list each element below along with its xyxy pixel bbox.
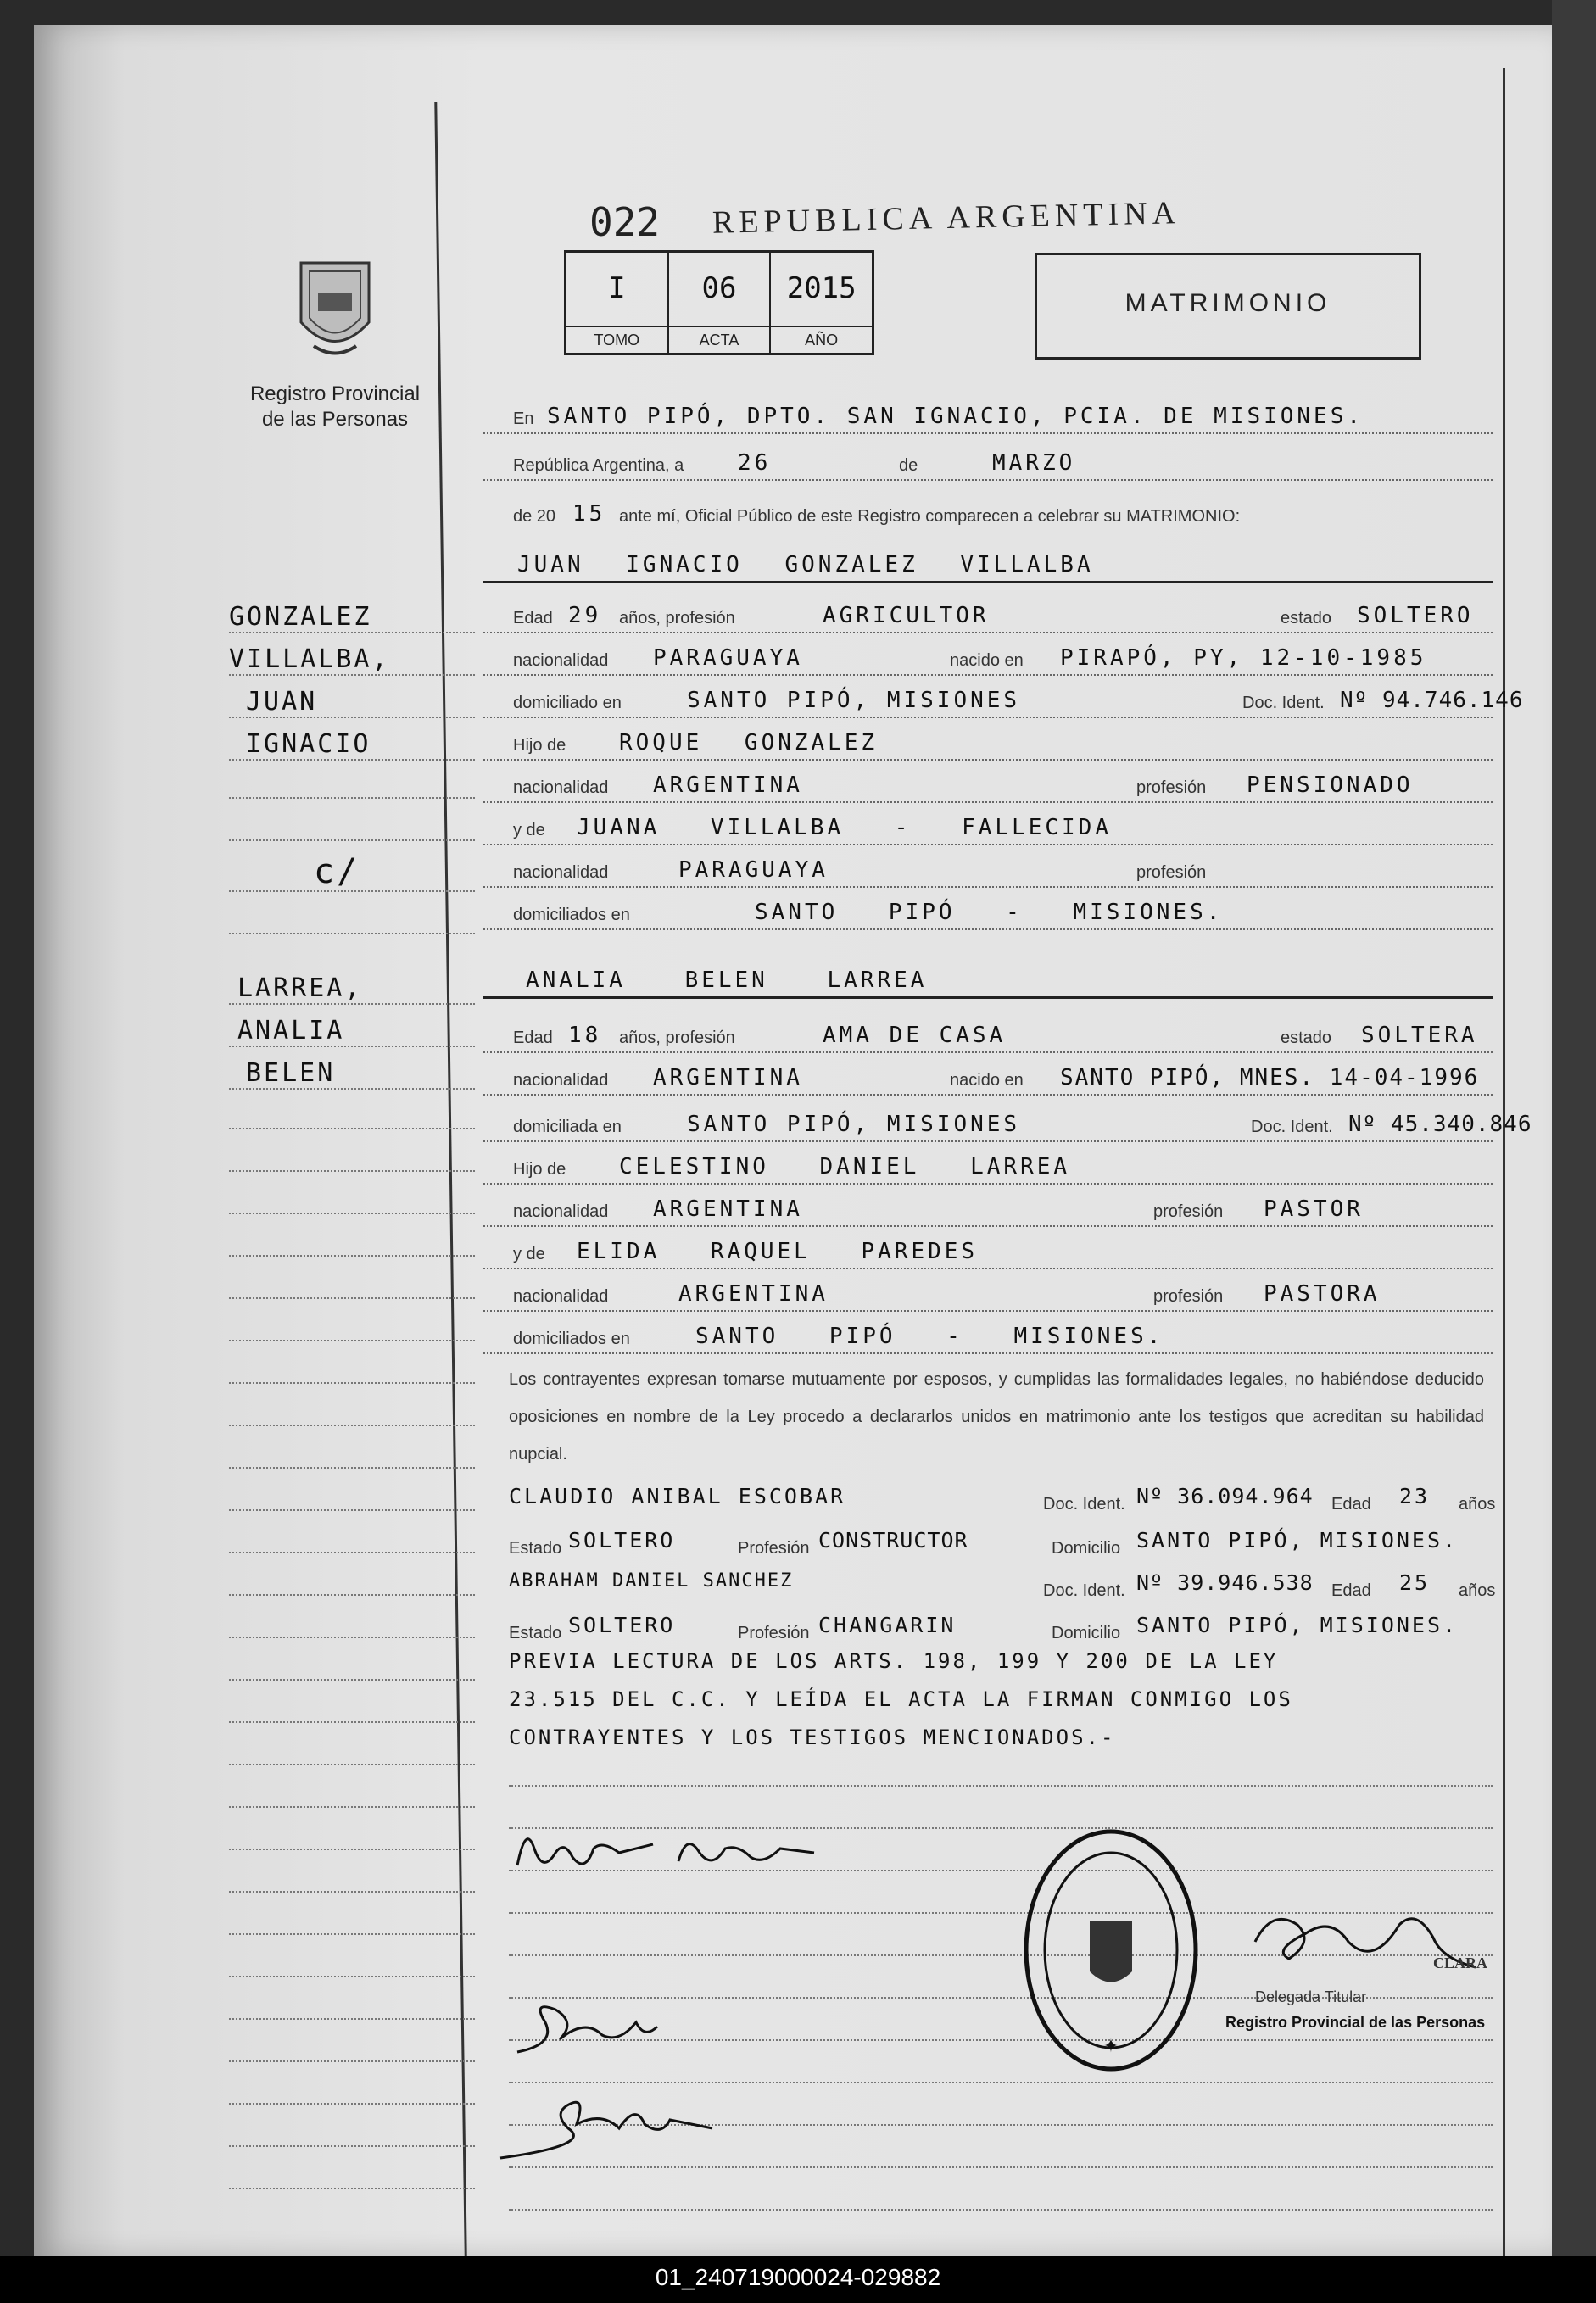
doc-label: Doc. Ident. xyxy=(1251,1118,1333,1136)
right-rule xyxy=(1503,68,1505,2256)
edad-label: Edad xyxy=(513,1029,553,1047)
witness2-domicile: SANTO PIPÓ, MISIONES. xyxy=(1136,1613,1459,1637)
profesion-label: profesión xyxy=(1136,778,1207,797)
groom-domicile: SANTO PIPÓ, MISIONES xyxy=(687,688,1021,713)
margin-bride-1: LARREA, xyxy=(237,973,363,1003)
domicilio-label: Domicilio xyxy=(1052,1539,1121,1558)
bride-domicile: SANTO PIPÓ, MISIONES xyxy=(687,1112,1021,1137)
bride-father-nat: ARGENTINA xyxy=(653,1196,803,1222)
profesion-label: profesión xyxy=(1153,1202,1224,1221)
witness1-row1 xyxy=(483,1484,1496,1518)
official-seal-icon xyxy=(1018,1823,1204,2077)
republica-label: República Argentina, a xyxy=(513,456,684,475)
groom-domicile-row xyxy=(483,683,1524,718)
groom-age-row xyxy=(483,598,1493,633)
groom-mother: JUANA VILLALBA - FALLECIDA xyxy=(577,815,1112,840)
groom-father-nat: ARGENTINA xyxy=(653,772,803,798)
domiciliados-label: domiciliados en xyxy=(513,1330,630,1348)
bride-father-row xyxy=(483,1149,1493,1185)
margin-groom-3: JUAN xyxy=(246,687,318,717)
groom-doc: Nº 94.746.146 xyxy=(1340,688,1524,713)
nacionalidad-label: nacionalidad xyxy=(513,651,609,670)
tomo-label: TOMO xyxy=(566,326,667,353)
witness2-age: 25 xyxy=(1399,1570,1431,1595)
ceremony-place: SANTO PIPÓ, DPTO. SAN IGNACIO, PCIA. DE MISIONES. xyxy=(547,404,1364,429)
closing-line3: CONTRAYENTES Y LOS TESTIGOS MENCIONADOS.- xyxy=(509,1726,1116,1749)
document-page xyxy=(34,25,1552,2256)
estado-label: Estado xyxy=(509,1624,562,1642)
groom-nationality-row xyxy=(483,640,1493,676)
bride-age-row xyxy=(483,1018,1493,1053)
groom-father-nat-row xyxy=(483,767,1493,803)
groom-parents-dom-row xyxy=(483,895,1493,930)
profesion-label: Profesión xyxy=(738,1624,810,1642)
anios-profesion-label: años, profesión xyxy=(619,609,735,627)
groom-father-row xyxy=(483,725,1493,761)
anio-value: 2015 xyxy=(786,271,857,305)
bride-mother-prof: PASTORA xyxy=(1264,1281,1381,1307)
official-title: Delegada Titular xyxy=(1255,1988,1367,2005)
bride-age: 18 xyxy=(568,1023,602,1048)
doc-label: Doc. Ident. xyxy=(1043,1581,1125,1600)
intro-date-row xyxy=(483,445,1493,481)
edad-label: Edad xyxy=(1331,1581,1371,1600)
closing-line1: PREVIA LECTURA DE LOS ARTS. 198, 199 Y 200 DE LA LEY xyxy=(509,1649,1279,1673)
hijo-label: Hijo de xyxy=(513,736,566,755)
groom-father-prof: PENSIONADO xyxy=(1247,772,1414,798)
province-emblem-icon xyxy=(288,254,382,365)
domiciliados-label: domiciliados en xyxy=(513,906,630,924)
margin-bride-2: ANALIA xyxy=(237,1016,345,1046)
nacionalidad-label: nacionalidad xyxy=(513,863,609,882)
record-type: MATRIMONIO xyxy=(1124,289,1331,317)
witness1-status: SOLTERO xyxy=(568,1528,676,1553)
groom-birth: PIRAPÓ, PY, 12-10-1985 xyxy=(1060,645,1427,671)
bride-mother-nat-row xyxy=(483,1276,1493,1312)
acta-value: 06 xyxy=(701,271,737,305)
groom-full-name: JUAN IGNACIO GONZALEZ VILLALBA xyxy=(517,552,1094,577)
domiciliado-label: domiciliado en xyxy=(513,694,622,712)
record-type-box xyxy=(1035,253,1421,360)
bride-mother: ELIDA RAQUEL PAREDES xyxy=(577,1239,979,1264)
ceremony-day: 26 xyxy=(738,450,772,476)
nacionalidad-label: nacionalidad xyxy=(513,778,609,797)
witness2-name: ABRAHAM DANIEL SANCHEZ xyxy=(509,1570,794,1592)
groom-father: ROQUE GONZALEZ xyxy=(619,730,879,756)
witness2-row1 xyxy=(483,1570,1496,1604)
profesion-label: profesión xyxy=(1153,1287,1224,1306)
groom-status: SOLTERO xyxy=(1357,603,1474,628)
bride-parents-domicile: SANTO PIPÓ - MISIONES. xyxy=(695,1324,1164,1349)
nacionalidad-label: nacionalidad xyxy=(513,1071,609,1090)
witness1-profession: CONSTRUCTOR xyxy=(818,1528,968,1553)
doc-label: Doc. Ident. xyxy=(1043,1495,1125,1514)
witness2-profession: CHANGARIN xyxy=(818,1613,957,1637)
bride-father-prof: PASTOR xyxy=(1264,1196,1364,1222)
groom-nationality: PARAGUAYA xyxy=(653,645,803,671)
yde-label: y de xyxy=(513,1245,545,1263)
domiciliada-label: domiciliada en xyxy=(513,1118,622,1136)
groom-profession: AGRICULTOR xyxy=(823,603,990,628)
intro-year-row xyxy=(483,496,1493,530)
bride-nationality: ARGENTINA xyxy=(653,1065,803,1090)
intro-sentence: ante mí, Oficial Público de este Registro comparecen a celebrar su MATRIMONIO: xyxy=(619,507,1241,526)
declaration-text: Los contrayentes expresan tomarse mutuamente por esposos, y cumplidas las formalidades legales, no habiéndose deducido oposiciones en nombre de la Ley procedo a declararlos unidos en matrimonio ante los testigos que acreditan su habilidad nupcial. xyxy=(509,1370,1484,1464)
official-office: Registro Provincial de las Personas xyxy=(1225,2014,1486,2031)
bride-status: SOLTERA xyxy=(1361,1023,1478,1048)
groom-mother-nat-row xyxy=(483,852,1493,888)
witness2-status: SOLTERO xyxy=(568,1613,676,1637)
bride-father-nat-row xyxy=(483,1191,1493,1227)
de-label: de xyxy=(899,456,918,475)
contrayentes-signature xyxy=(509,1815,865,1891)
svg-text:✦: ✦ xyxy=(1102,2035,1119,2056)
registry-line2: de las Personas xyxy=(261,408,409,431)
witness1-row2 xyxy=(483,1528,1493,1562)
intro-place-row xyxy=(483,399,1493,434)
page-edge xyxy=(1552,0,1596,2264)
witness2-signature xyxy=(492,2077,746,2171)
nacido-label: nacido en xyxy=(950,1071,1024,1090)
bride-full-name: ANALIA BELEN LARREA xyxy=(526,967,928,993)
ceremony-year: 15 xyxy=(572,501,606,527)
country-title: REPUBLICA ARGENTINA xyxy=(712,195,1181,241)
witness2-doc: Nº 39.946.538 xyxy=(1136,1570,1314,1595)
groom-mother-nat: PARAGUAYA xyxy=(678,857,829,883)
anios-label: años xyxy=(1459,1581,1496,1600)
margin-con: c/ xyxy=(314,852,360,891)
registry-line1: Registro Provincial xyxy=(249,382,421,405)
edad-label: Edad xyxy=(513,609,553,627)
ceremony-month: MARZO xyxy=(992,450,1076,476)
witness1-domicile: SANTO PIPÓ, MISIONES. xyxy=(1136,1528,1459,1553)
witness1-doc: Nº 36.094.964 xyxy=(1136,1484,1314,1508)
witness2-row2 xyxy=(483,1613,1493,1647)
margin-groom-1: GONZALEZ xyxy=(229,602,372,632)
official-name: CLARA xyxy=(1433,1954,1488,1971)
anios-label: años xyxy=(1459,1495,1496,1514)
bride-name-row xyxy=(483,962,1493,999)
estado-label: Estado xyxy=(509,1539,562,1558)
reference-box xyxy=(564,250,874,355)
bride-nationality-row xyxy=(483,1060,1493,1096)
anio-label: AÑO xyxy=(771,326,872,353)
nacido-label: nacido en xyxy=(950,651,1024,670)
witness1-signature xyxy=(509,1993,695,2069)
doc-label: Doc. Ident. xyxy=(1242,694,1325,712)
yde-label: y de xyxy=(513,821,545,839)
tomo-cell xyxy=(566,253,669,353)
acta-cell xyxy=(669,253,772,353)
closing-line2: 23.515 DEL C.C. Y LEÍDA EL ACTA LA FIRMAN CONMIGO LOS xyxy=(509,1687,1293,1711)
bride-birth: SANTO PIPÓ, MNES. 14-04-1996 xyxy=(1060,1065,1480,1090)
registry-name xyxy=(212,382,458,432)
en-label: En xyxy=(513,410,534,428)
groom-mother-row xyxy=(483,810,1493,845)
de20-label: de 20 xyxy=(513,507,556,526)
estado-label: estado xyxy=(1281,1029,1332,1047)
bride-doc: Nº 45.340.846 xyxy=(1348,1112,1532,1137)
domicilio-label: Domicilio xyxy=(1052,1624,1121,1642)
anios-profesion-label: años, profesión xyxy=(619,1029,735,1047)
groom-name-row xyxy=(483,547,1493,583)
profesion-label: Profesión xyxy=(738,1539,810,1558)
margin-bride-3: BELEN xyxy=(246,1058,336,1088)
edad-label: Edad xyxy=(1331,1495,1371,1514)
bride-mother-row xyxy=(483,1234,1493,1269)
nacionalidad-label: nacionalidad xyxy=(513,1202,609,1221)
groom-age: 29 xyxy=(568,603,602,628)
bride-father: CELESTINO DANIEL LARREA xyxy=(619,1154,1071,1179)
profesion-label: profesión xyxy=(1136,863,1207,882)
groom-parents-domicile: SANTO PIPÓ - MISIONES. xyxy=(755,900,1224,925)
acta-number: 022 xyxy=(589,199,661,245)
witness1-name: CLAUDIO ANIBAL ESCOBAR xyxy=(509,1484,846,1508)
bride-domicile-row xyxy=(483,1107,1532,1142)
margin-groom-4: IGNACIO xyxy=(246,729,371,759)
tomo-value: I xyxy=(608,271,626,305)
bride-mother-nat: ARGENTINA xyxy=(678,1281,829,1307)
anio-cell xyxy=(771,253,872,353)
hijo-label: Hijo de xyxy=(513,1160,566,1179)
nacionalidad-label: nacionalidad xyxy=(513,1287,609,1306)
footer-code: 01_240719000024-029882 xyxy=(655,2264,941,2290)
bride-parents-dom-row xyxy=(483,1319,1493,1354)
acta-label: ACTA xyxy=(669,326,770,353)
bride-profession: AMA DE CASA xyxy=(823,1023,1007,1048)
witness1-age: 23 xyxy=(1399,1484,1431,1508)
estado-label: estado xyxy=(1281,609,1332,627)
margin-groom-2: VILLALBA, xyxy=(229,644,390,674)
